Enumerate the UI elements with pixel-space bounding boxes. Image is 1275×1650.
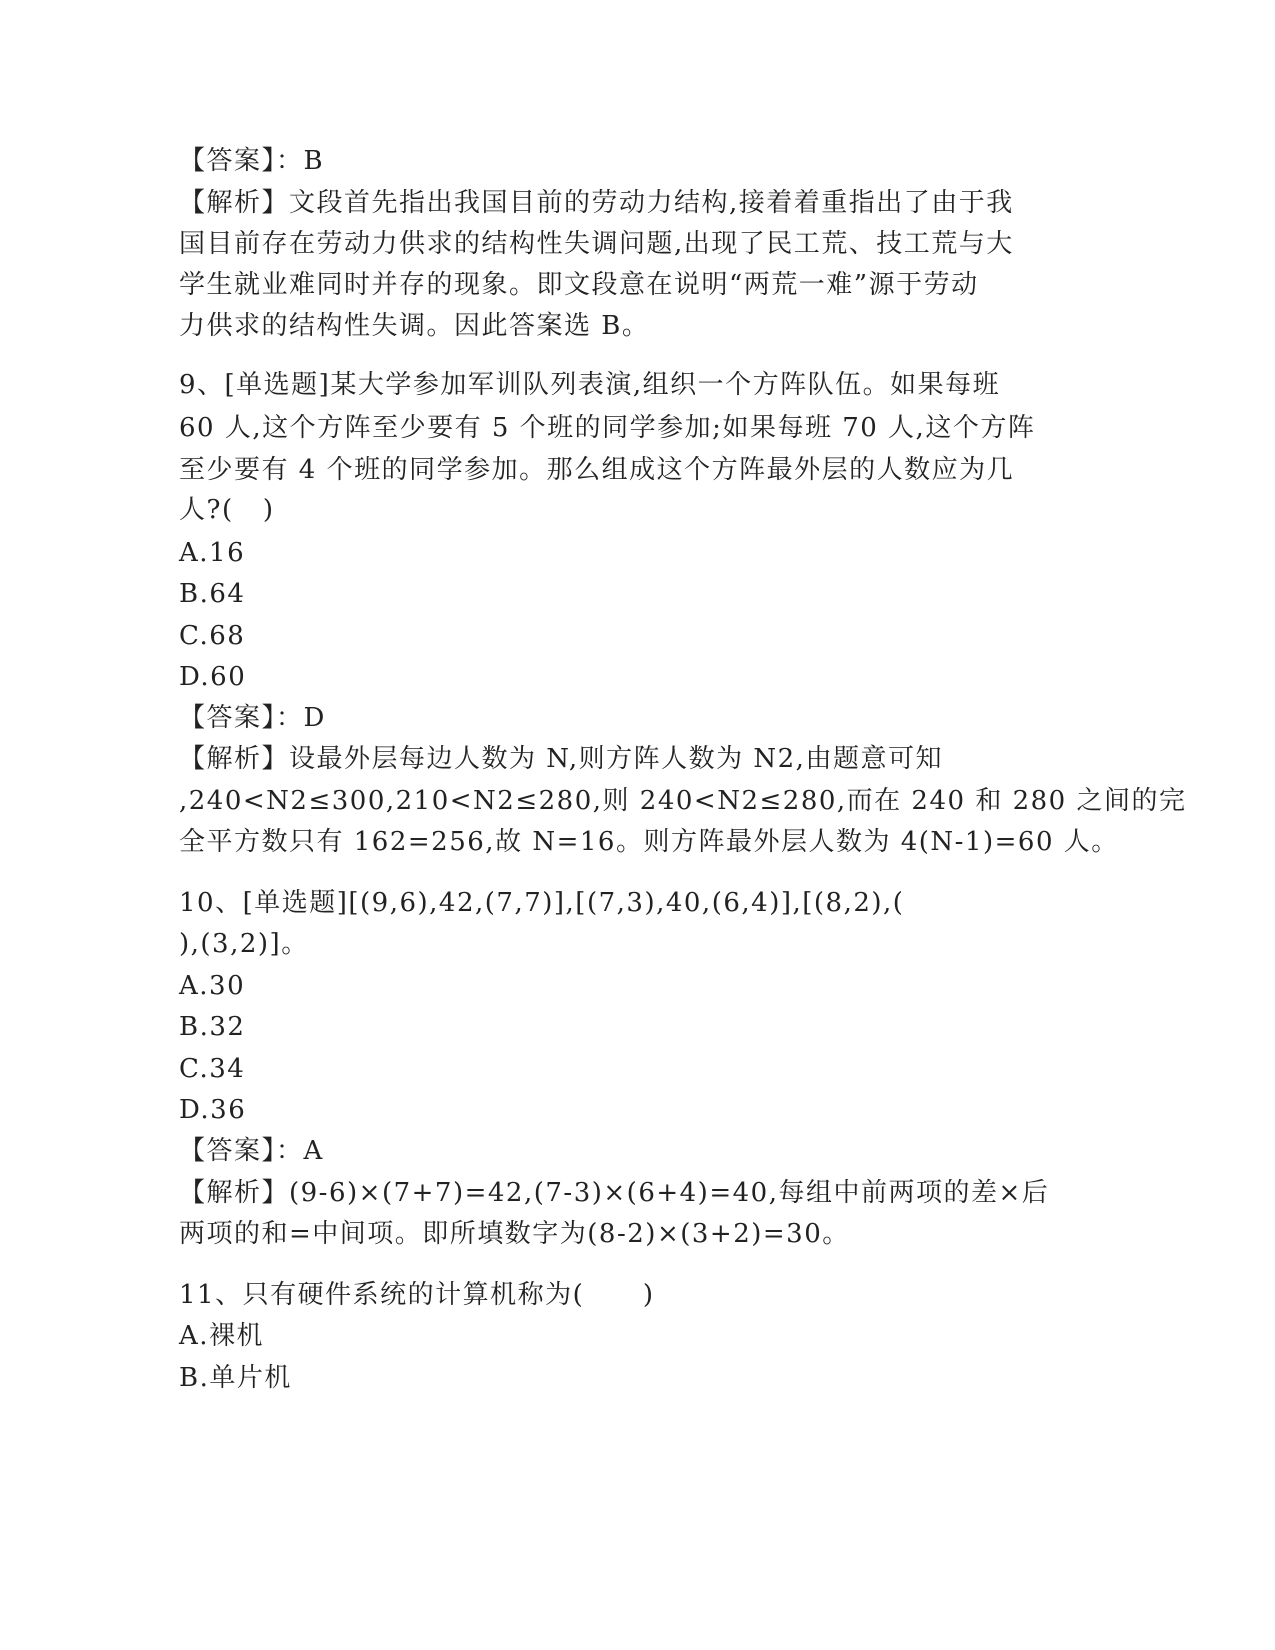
- q9-stem-line-4: 人?( ): [179, 495, 275, 525]
- q9-answer: 【答案】：D: [179, 703, 326, 733]
- q8-explanation-line-1: 【解析】文段首先指出我国目前的劳动力结构,接着着重指出了由于我: [179, 188, 1014, 218]
- q9-option-b: B.64: [179, 579, 246, 609]
- q9-stem-line-1: 9、[单选题]某大学参加军训队列表演,组织一个方阵队伍。如果每班: [179, 370, 1001, 400]
- q10-option-c: C.34: [179, 1054, 246, 1084]
- q9-explanation-line-1: 【解析】设最外层每边人数为 N,则方阵人数为 N2,由题意可知: [179, 744, 943, 774]
- q8-explanation-line-3: 学生就业难同时并存的现象。即文段意在说明“两荒一难”源于劳动: [179, 270, 979, 300]
- q10-explanation-line-1: 【解析】(9-6)×(7+7)=42,(7-3)×(6+4)=40,每组中前两项的差×后: [179, 1178, 1050, 1208]
- q10-option-d: D.36: [179, 1095, 247, 1125]
- q10-option-a: A.30: [179, 971, 246, 1001]
- q11-stem: 11、只有硬件系统的计算机称为( ): [179, 1280, 655, 1310]
- q9-stem-line-3: 至少要有 4 个班的同学参加。那么组成这个方阵最外层的人数应为几: [179, 455, 1015, 485]
- q10-stem-line-2: ),(3,2)]。: [179, 929, 309, 959]
- q10-answer: 【答案】：A: [179, 1136, 324, 1166]
- q9-explanation-line-2: ,240<N2≤300,210<N2≤280,则 240<N2≤280,而在 240 和 280 之间的完: [179, 786, 1187, 816]
- q9-stem-line-2: 60 人,这个方阵至少要有 5 个班的同学参加;如果每班 70 人,这个方阵: [179, 413, 1036, 443]
- q9-option-d: D.60: [179, 662, 247, 692]
- q9-option-c: C.68: [179, 621, 246, 651]
- q11-option-a: A.裸机: [179, 1321, 265, 1351]
- q8-explanation-line-2: 国目前存在劳动力供求的结构性失调问题,出现了民工荒、技工荒与大: [179, 229, 1014, 259]
- q8-explanation-line-4: 力供求的结构性失调。因此答案选 B。: [179, 311, 650, 341]
- q10-explanation-line-2: 两项的和=中间项。即所填数字为(8-2)×(3+2)=30。: [179, 1219, 850, 1249]
- q9-explanation-line-3: 全平方数只有 162=256,故 N=16。则方阵最外层人数为 4(N-1)=60 人。: [179, 827, 1119, 857]
- q11-option-b: B.单片机: [179, 1363, 292, 1393]
- q9-option-a: A.16: [179, 538, 246, 568]
- q10-option-b: B.32: [179, 1012, 246, 1042]
- q10-stem-line-1: 10、[单选题][(9,6),42,(7,7)],[(7,3),40,(6,4)],[(8,2),(: [179, 888, 905, 918]
- q8-answer: 【答案】：B: [179, 146, 325, 176]
